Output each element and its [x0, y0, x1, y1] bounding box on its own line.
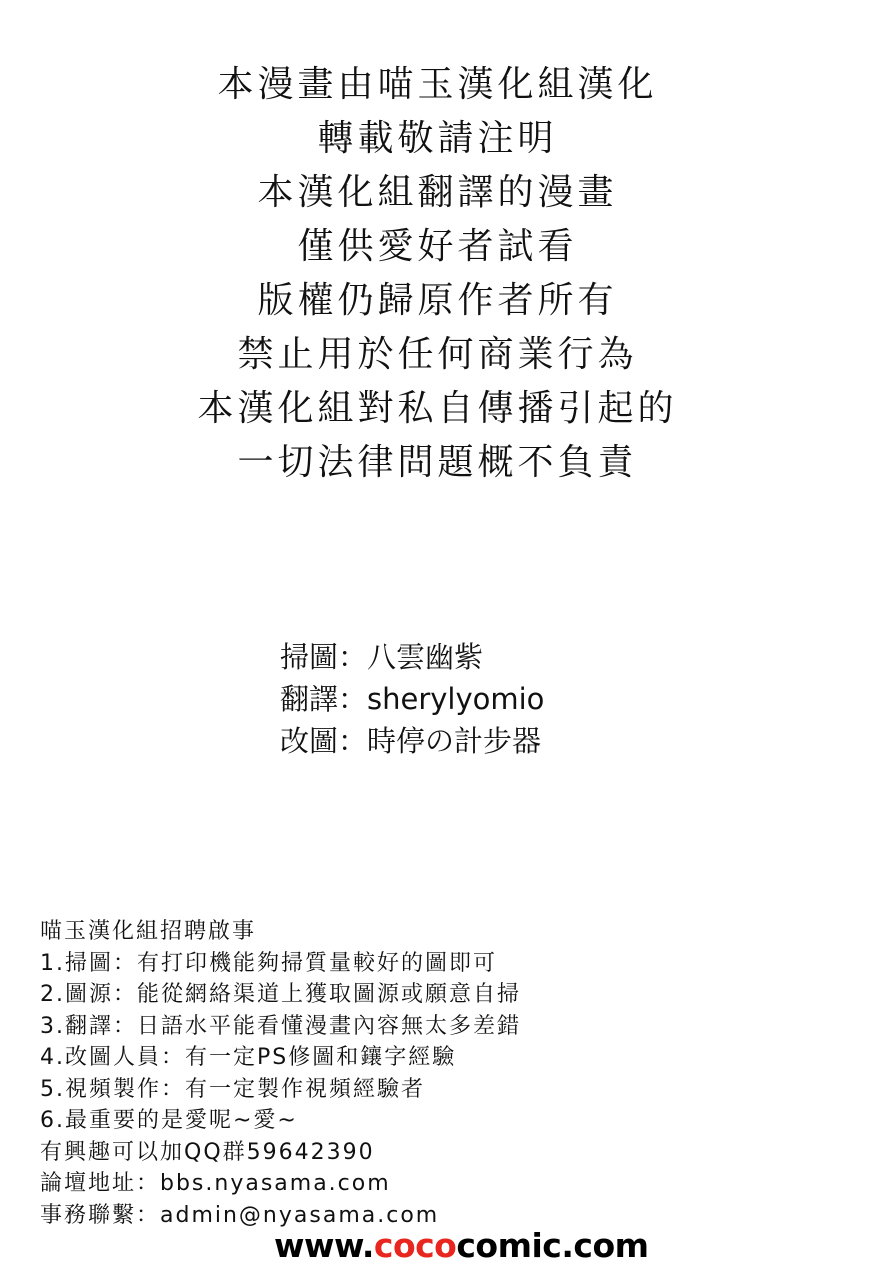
credit-edit: 改圖：時停の計步器 [280, 724, 542, 758]
recruit-title: 喵玉漢化組招聘啟事 [40, 919, 257, 944]
recruit-forum: 論壇地址：bbs.nyasama.com [40, 1171, 391, 1196]
recruit-item: 2.圖源：能從網絡渠道上獲取圖源或願意自掃 [40, 982, 521, 1007]
site-watermark [274, 1226, 649, 1266]
recruit-item: 5.視頻製作：有一定製作視頻經驗者 [40, 1076, 425, 1102]
recruit-item: 3.翻譯：日語水平能看懂漫畫內容無太多差錯 [40, 1013, 521, 1039]
recruit-item: 6.最重要的是愛呢~愛~ [40, 1108, 298, 1133]
watermark-highlight: coco [373, 1226, 457, 1265]
notice-line: 僅供愛好者試看 [297, 226, 578, 267]
recruitment-notice [40, 916, 521, 1231]
credit-translation: 翻譯：sherylyomio [280, 682, 545, 716]
notice-line: 一切法律問題概不負責 [237, 442, 638, 483]
notice-line: 禁止用於任何商業行為 [237, 334, 638, 375]
recruit-item: 4.改圖人員：有一定PS修圖和鑲字經驗 [40, 1045, 457, 1070]
recruit-qq-group: 有興趣可以加QQ群59642390 [40, 1139, 375, 1165]
notice-line: 版權仍歸原作者所有 [257, 280, 618, 321]
translation-notice [0, 58, 875, 490]
notice-line: 轉載敬請注明 [317, 118, 558, 159]
watermark-prefix: www. [274, 1226, 374, 1265]
credit-scan: 掃圖：八雲幽紫 [280, 640, 484, 674]
notice-line: 本漢化組對私自傳播引起的 [197, 388, 678, 429]
recruit-item: 1.掃圖：有打印機能夠掃質量較好的圖即可 [40, 950, 497, 976]
notice-line: 本漢化組翻譯的漫畫 [257, 172, 618, 213]
watermark-suffix: comic.com [456, 1226, 649, 1265]
notice-line: 本漫畫由喵玉漢化組漢化 [217, 64, 658, 105]
staff-credits [280, 636, 544, 762]
recruit-contact: 事務聯繫：admin@nyasama.com [40, 1202, 440, 1228]
